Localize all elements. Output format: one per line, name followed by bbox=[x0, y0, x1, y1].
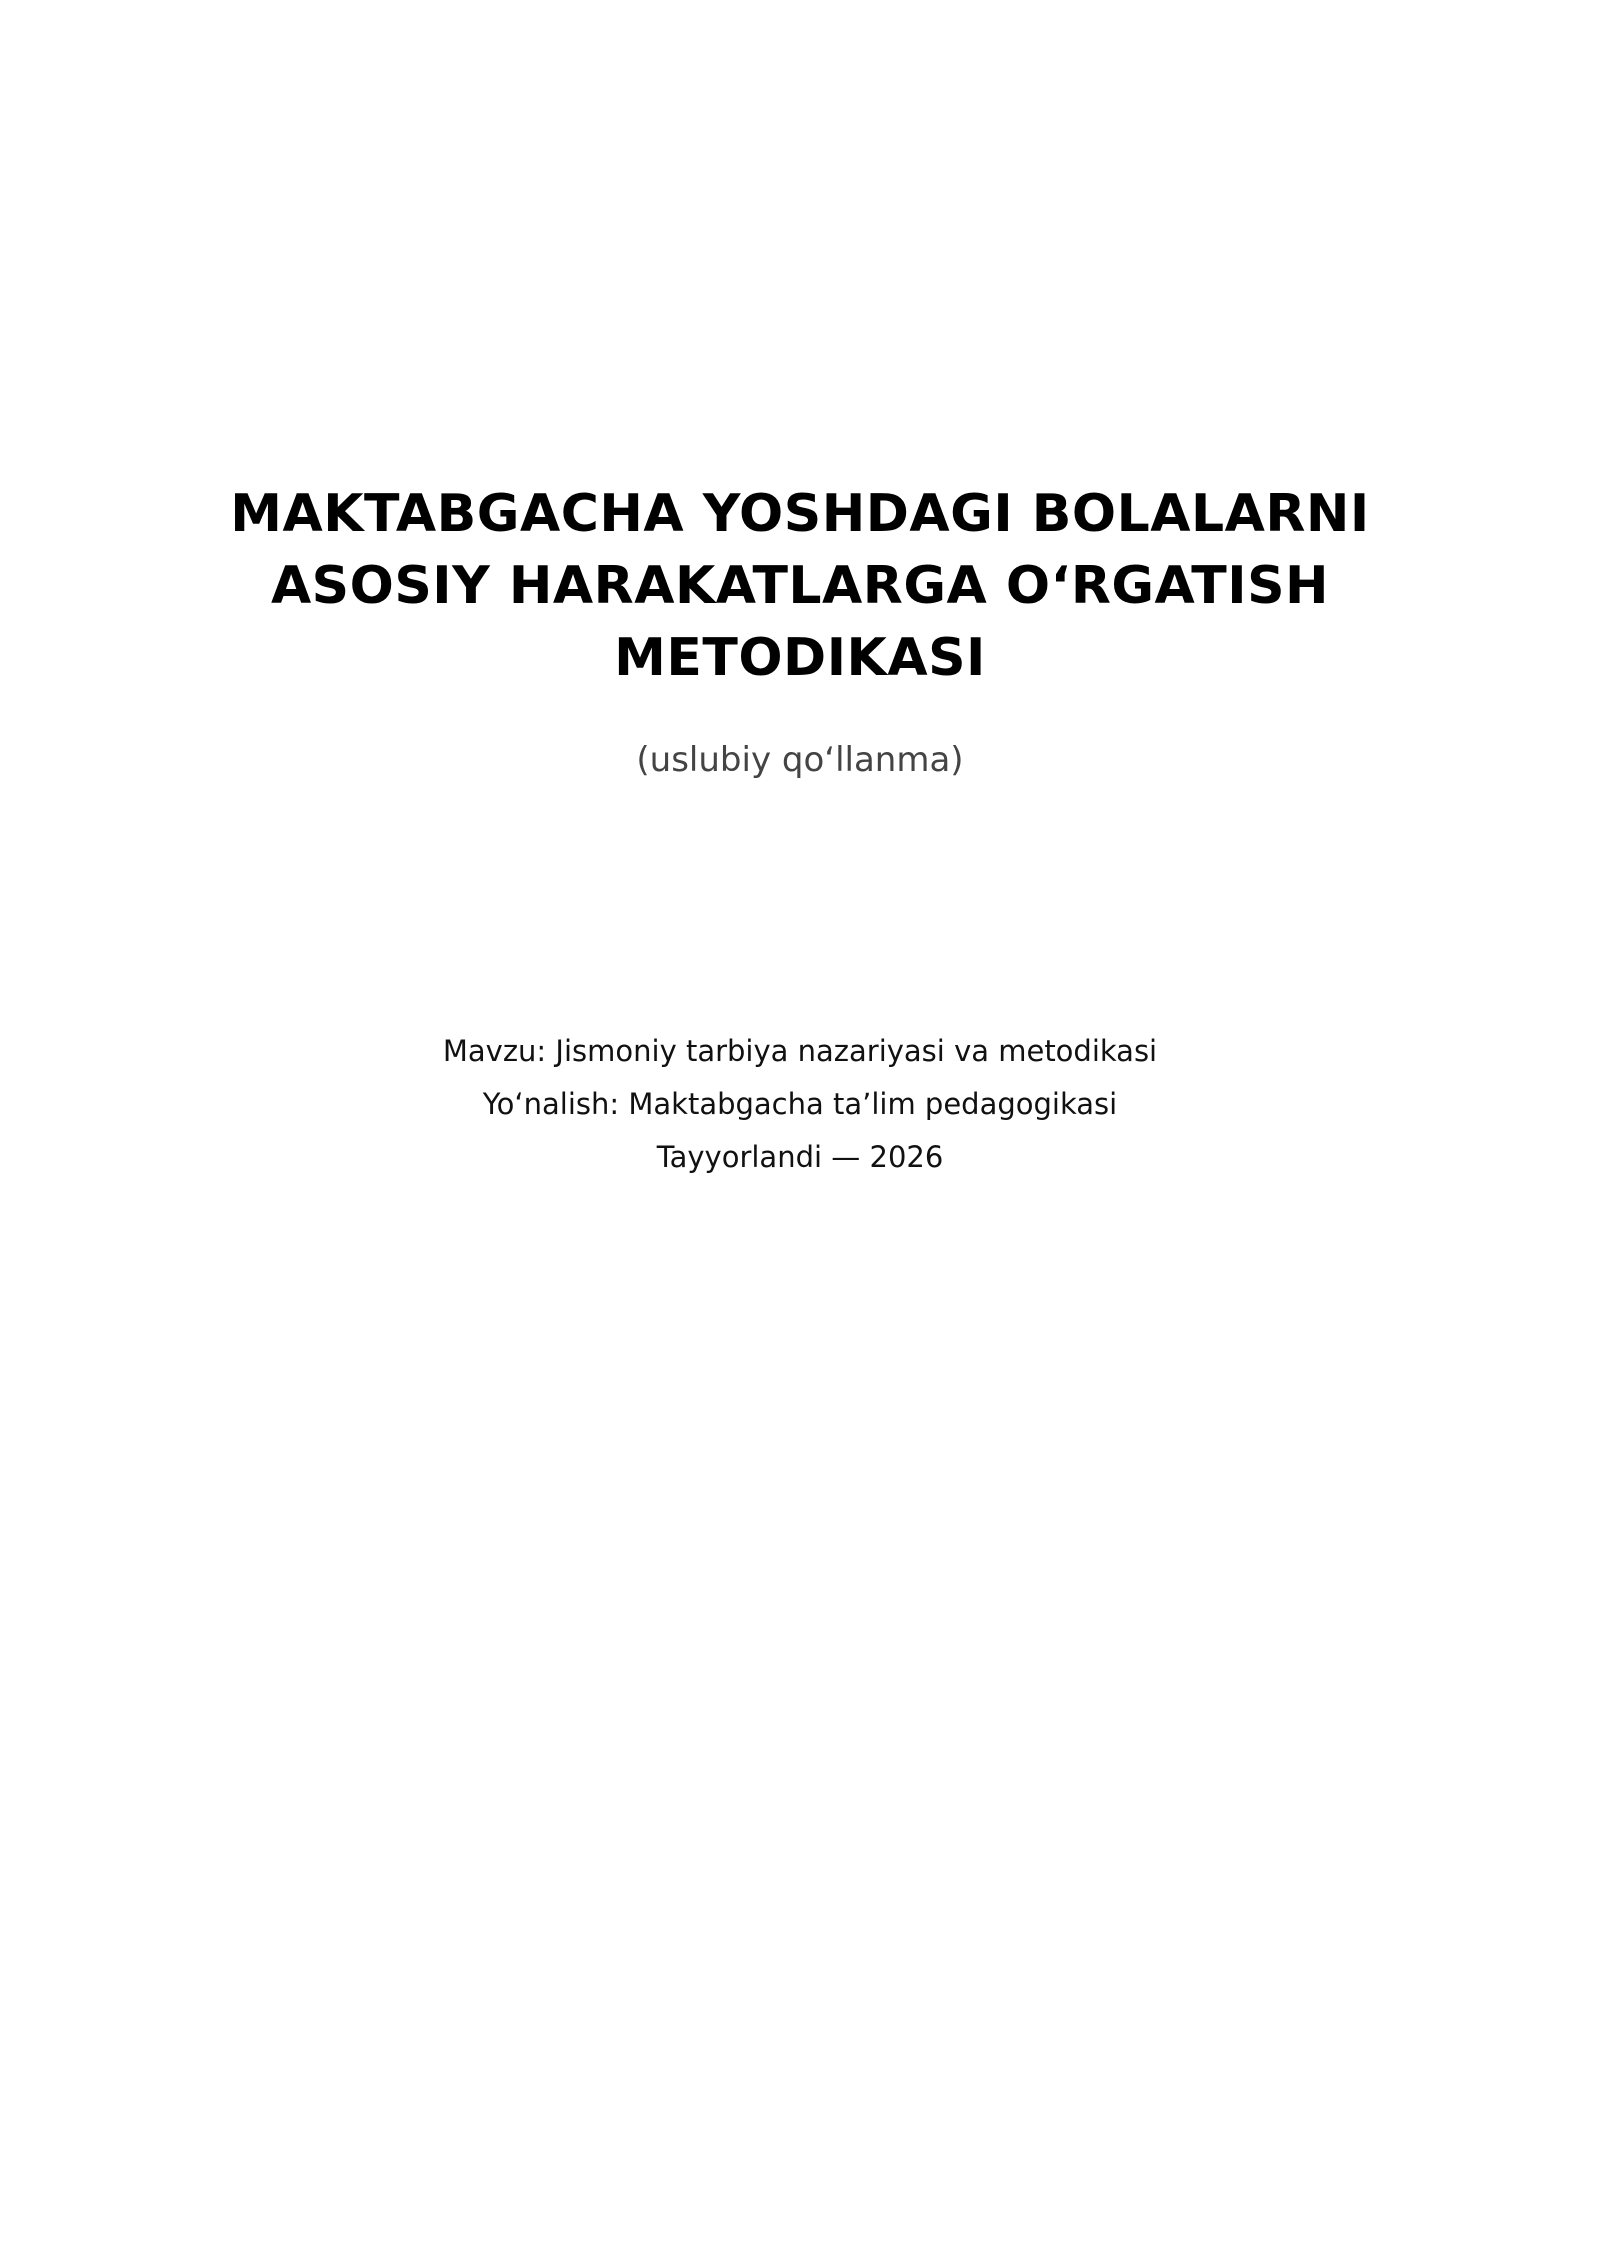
document-subtitle: (uslubiy qo‘llanma) bbox=[636, 740, 964, 780]
title-line-2: ASOSIY HARAKATLARGA O‘RGATISH bbox=[270, 556, 1330, 616]
document-meta bbox=[0, 1025, 1600, 1184]
meta-prepared: Tayyorlandi — 2026 bbox=[656, 1140, 944, 1174]
meta-direction: Yo‘nalish: Maktabgacha ta’lim pedagogikasi bbox=[482, 1087, 1118, 1121]
document-title bbox=[0, 478, 1600, 694]
title-line-1: MAKTABGACHA YOSHDAGI BOLALARNI bbox=[230, 484, 1370, 544]
meta-topic: Mavzu: Jismoniy tarbiya nazariyasi va metodikasi bbox=[442, 1034, 1158, 1068]
title-line-3: METODIKASI bbox=[614, 628, 986, 688]
